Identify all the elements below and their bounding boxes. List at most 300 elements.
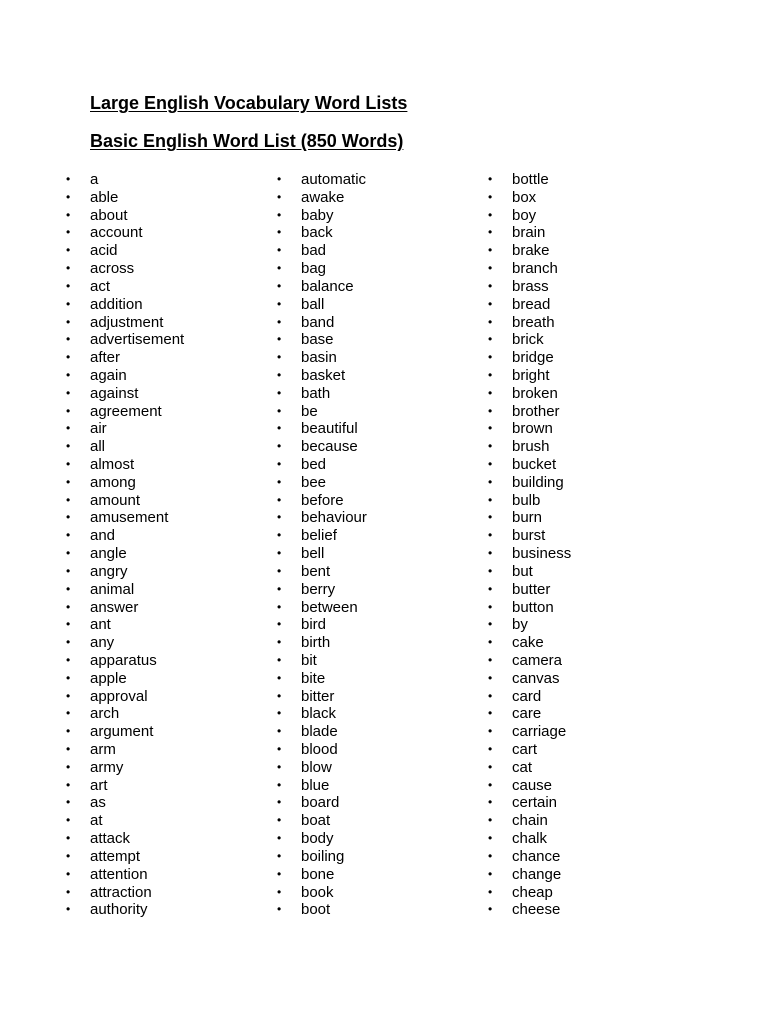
word-text: angry [90,562,128,580]
word-list-item [277,509,367,527]
bullet-icon: • [66,670,71,685]
word-text: bad [301,242,327,260]
bullet-icon: • [277,172,282,186]
bullet-icon: • [488,581,493,596]
word-list-item [66,385,184,403]
bullet-icon: • [66,742,71,756]
word-list-item [277,367,367,385]
word-text: any [90,634,115,652]
bullet-icon: • [277,528,282,543]
bullet-icon: • [66,617,71,632]
word-text: adjustment [90,313,164,331]
word-text: across [90,260,135,278]
word-list-item [488,777,571,795]
word-list-item [66,777,184,795]
word-text: because [301,438,358,456]
word-list-item [66,830,184,848]
word-list-item [488,296,571,314]
word-list-heading: Basic English Word List (850 Words) [90,131,404,151]
bullet-icon: • [488,207,493,222]
word-list-item [277,314,367,332]
word-text: bird [301,616,327,634]
word-text: apple [90,669,127,687]
bullet-icon: • [488,243,493,258]
word-text: bridge [512,349,554,367]
word-list-item [277,224,367,242]
word-list-item [277,670,367,688]
word-list-item [488,794,571,812]
bullet-icon: • [488,777,493,792]
word-list-item [66,563,184,581]
word-list-item [277,741,367,759]
word-text: brown [512,420,553,438]
word-text: bent [301,562,331,580]
bullet-icon: • [66,189,71,204]
word-list-item [488,385,571,403]
bullet-icon: • [277,670,282,685]
word-list-item [488,278,571,296]
word-text: amusement [90,509,169,527]
word-list-item [277,599,367,617]
word-list-item [488,331,571,349]
bullet-icon: • [488,510,493,525]
word-text: body [301,830,334,848]
bullet-icon: • [66,332,71,347]
bullet-icon: • [488,474,493,489]
bullet-icon: • [277,314,282,329]
word-list-item [66,652,184,670]
word-text: basin [301,349,337,367]
bullet-icon: • [277,652,282,667]
word-list-item [488,260,571,278]
word-list-item [277,527,367,545]
word-list-item [277,349,367,367]
word-text: acid [90,242,118,260]
bullet-icon: • [488,546,493,561]
word-list-item [488,759,571,777]
word-text: box [512,188,537,206]
word-list-item [488,652,571,670]
word-list-item [488,492,571,510]
bullet-icon: • [277,261,282,276]
bullet-icon: • [277,474,282,489]
word-list-item [488,509,571,527]
bullet-icon: • [66,635,71,650]
word-list-item [66,794,184,812]
bullet-icon: • [277,350,282,365]
word-list-item [488,242,571,260]
bullet-icon: • [66,652,71,667]
word-list-item [277,474,367,492]
word-list-item [488,545,571,563]
word-list-item [66,759,184,777]
word-text: cake [512,634,544,652]
bullet-icon: • [66,350,71,365]
word-text: boat [301,812,331,830]
word-text: between [301,598,358,616]
bullet-icon: • [277,599,282,614]
word-list-item [277,830,367,848]
word-text: again [90,366,127,384]
word-list-item [66,866,184,884]
bullet-icon: • [488,314,493,329]
bullet-icon: • [66,385,71,400]
bullet-icon: • [277,884,282,899]
word-text: cheese [512,901,561,919]
word-text: cart [512,741,538,758]
bullet-icon: • [488,457,493,471]
bullet-icon: • [66,884,71,899]
bullet-icon: • [66,457,71,471]
bullet-icon: • [488,724,493,739]
bullet-icon: • [66,296,71,311]
word-text: and [90,527,116,545]
word-text: bone [301,865,335,883]
word-text: blue [301,776,330,794]
word-text: brake [512,242,550,260]
word-text: advertisement [90,331,185,349]
bullet-icon: • [488,617,493,632]
word-text: beautiful [301,420,358,438]
word-list-item [66,456,184,474]
word-list-item [66,349,184,367]
word-text: act [90,277,111,295]
word-text: bath [301,384,331,402]
bullet-icon: • [66,546,71,561]
word-text: attack [90,830,131,848]
word-list-item [66,331,184,349]
word-text: at [90,812,103,830]
word-text: be [301,402,318,420]
word-text: chance [512,847,561,865]
word-list-item [66,420,184,438]
word-text: awake [301,188,345,206]
word-text: balance [301,277,354,295]
bullet-icon: • [66,563,71,578]
bullet-icon: • [66,439,71,454]
word-text: about [90,206,128,224]
bullet-icon: • [277,421,282,436]
bullet-icon: • [277,848,282,863]
word-list-item [66,901,184,919]
word-list-item [66,314,184,332]
word-text: all [90,438,106,456]
word-text: bottle [512,171,549,188]
word-text: automatic [301,171,367,188]
bullet-icon: • [277,795,282,810]
word-text: band [301,313,335,331]
bullet-icon: • [66,688,71,703]
word-list-item [66,171,184,189]
word-list-item [277,688,367,706]
bullet-icon: • [488,759,493,774]
word-text: black [301,705,337,723]
word-list-item [66,545,184,563]
word-text: broken [512,384,558,402]
bullet-icon: • [66,172,71,186]
bullet-icon: • [488,635,493,650]
word-text: bright [512,366,550,384]
word-list-item [488,830,571,848]
word-list-item [277,812,367,830]
word-list-item [488,563,571,581]
word-text: blood [301,741,338,758]
word-text: care [512,705,542,723]
bullet-icon: • [488,332,493,347]
bullet-icon: • [277,688,282,703]
word-list-item [488,901,571,919]
bullet-icon: • [488,403,493,418]
word-list-item [488,438,571,456]
word-list-item [488,349,571,367]
bullet-icon: • [66,528,71,543]
word-list-item [277,866,367,884]
word-list-item [277,242,367,260]
bullet-icon: • [66,866,71,881]
page-title: Large English Vocabulary Word Lists [90,93,408,113]
word-list-item [277,777,367,795]
word-list-item [66,848,184,866]
bullet-icon: • [277,403,282,418]
word-text: camera [512,651,563,669]
word-text: bell [301,545,325,563]
word-text: card [512,687,542,705]
word-text: attention [90,865,148,883]
bullet-icon: • [488,563,493,578]
word-list-item [66,296,184,314]
word-text: building [512,473,564,491]
word-list-item [277,189,367,207]
bullet-icon: • [488,439,493,454]
word-text: chain [512,812,548,830]
word-list-item [66,670,184,688]
word-list-item [277,385,367,403]
word-text: authority [90,901,148,919]
word-list-item [488,367,571,385]
bullet-icon: • [488,848,493,863]
word-text: approval [90,687,148,705]
bullet-icon: • [277,510,282,525]
word-text: animal [90,580,135,598]
bullet-icon: • [488,350,493,365]
word-text: arm [90,741,116,758]
word-list-item [488,670,571,688]
word-text: but [512,562,533,580]
bullet-icon: • [488,813,493,828]
bullet-icon: • [66,243,71,258]
word-text: argument [90,723,154,741]
word-column-2 [277,171,367,919]
bullet-icon: • [277,207,282,222]
word-text: birth [301,634,331,652]
word-text: against [90,384,139,402]
word-text: almost [90,456,135,473]
bullet-icon: • [66,421,71,436]
word-list-item [66,634,184,652]
bullet-icon: • [488,492,493,507]
word-list-item [277,794,367,812]
word-list-item [66,812,184,830]
word-list-item [277,848,367,866]
word-text: canvas [512,669,560,687]
word-list-item [277,545,367,563]
word-list-item [277,634,367,652]
word-list-item [277,901,367,919]
word-text: carriage [512,723,567,741]
word-list-item [277,438,367,456]
bullet-icon: • [66,848,71,863]
word-list-item [66,242,184,260]
word-list-item [66,741,184,759]
bullet-icon: • [66,474,71,489]
bullet-icon: • [66,813,71,828]
word-text: behaviour [301,509,367,527]
word-text: brick [512,331,544,349]
word-text: among [90,473,136,491]
word-text: addition [90,295,143,313]
bullet-icon: • [488,261,493,276]
bullet-icon: • [488,652,493,667]
word-list-item [488,224,571,242]
word-list-item [66,527,184,545]
word-text: basket [301,366,346,384]
bullet-icon: • [488,831,493,846]
word-list-item [488,581,571,599]
bullet-icon: • [66,510,71,525]
word-list-item [277,278,367,296]
bullet-icon: • [277,492,282,507]
word-list-item [277,884,367,902]
bullet-icon: • [66,724,71,739]
word-text: answer [90,598,139,616]
word-list-item [277,456,367,474]
word-list-item [277,420,367,438]
word-column-1 [66,171,184,919]
bullet-icon: • [66,759,71,774]
word-list-item [277,260,367,278]
bullet-icon: • [66,777,71,792]
bullet-icon: • [488,884,493,899]
word-list-item [488,705,571,723]
bullet-icon: • [488,528,493,543]
word-text: branch [512,260,558,278]
word-list-item [488,189,571,207]
word-list-item [488,314,571,332]
word-list-item [66,616,184,634]
bullet-icon: • [277,439,282,454]
word-text: as [90,794,106,812]
bullet-icon: • [277,457,282,471]
word-list-item [277,563,367,581]
word-text: army [90,758,124,776]
word-text: bread [512,295,551,313]
word-list-item [488,723,571,741]
bullet-icon: • [66,314,71,329]
word-text: change [512,865,562,883]
word-text: business [512,545,572,563]
bullet-icon: • [277,225,282,240]
word-list-item [277,723,367,741]
word-text: bed [301,456,327,473]
word-text: cheap [512,883,553,901]
word-text: chalk [512,830,548,848]
word-list-item [277,652,367,670]
word-list-item [66,723,184,741]
bullet-icon: • [277,563,282,578]
word-text: blow [301,758,332,776]
word-text: cause [512,776,553,794]
bullet-icon: • [488,902,493,917]
word-text: before [301,491,344,509]
bullet-icon: • [277,189,282,204]
bullet-icon: • [66,795,71,810]
word-list-item [488,688,571,706]
word-list-item [277,616,367,634]
word-text: boiling [301,847,345,865]
word-text: bit [301,651,317,669]
word-list-item [277,492,367,510]
bullet-icon: • [277,617,282,632]
word-list-item [277,207,367,225]
bullet-icon: • [277,332,282,347]
bullet-icon: • [488,421,493,436]
bullet-icon: • [277,546,282,561]
word-list-item [66,688,184,706]
word-list-item [66,884,184,902]
bullet-icon: • [277,724,282,739]
word-text: button [512,598,554,616]
bullet-icon: • [66,367,71,382]
bullet-icon: • [488,795,493,810]
word-list-item [66,509,184,527]
word-text: certain [512,794,558,812]
word-list-item [277,403,367,421]
bullet-icon: • [66,278,71,293]
bullet-icon: • [66,261,71,276]
word-list-item [277,759,367,777]
bullet-icon: • [66,581,71,596]
word-text: ant [90,616,111,634]
word-text: base [301,331,334,349]
bullet-icon: • [277,635,282,650]
bullet-icon: • [66,599,71,614]
bullet-icon: • [488,225,493,240]
word-text: bag [301,260,327,278]
bullet-icon: • [488,385,493,400]
word-text: bee [301,473,327,491]
word-text: attraction [90,883,152,901]
bullet-icon: • [277,742,282,756]
word-list-item [66,278,184,296]
bullet-icon: • [488,866,493,881]
bullet-icon: • [488,296,493,311]
word-text: ball [301,295,325,313]
word-list-item [488,527,571,545]
word-text: amount [90,491,141,509]
word-list-item [66,260,184,278]
bullet-icon: • [66,207,71,222]
word-list-item [488,207,571,225]
word-text: boot [301,901,331,919]
word-text: brother [512,402,560,420]
word-list-item [488,474,571,492]
word-list-item [488,634,571,652]
word-text: after [90,349,121,367]
bullet-icon: • [277,278,282,293]
word-list-item [66,367,184,385]
word-text: bite [301,669,326,687]
word-text: brush [512,438,550,456]
